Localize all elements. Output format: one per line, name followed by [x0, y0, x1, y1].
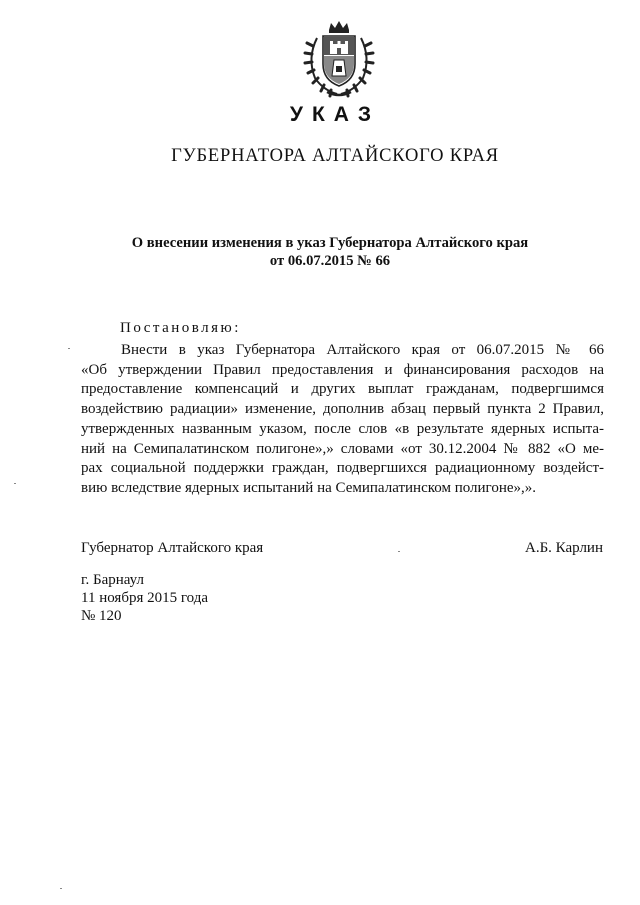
body-line: предоставление компенсаций и других выплат гражданам, подвергшимся — [81, 381, 604, 398]
scan-speck — [398, 551, 400, 552]
issuer-title: ГУБЕРНАТОРА АЛТАЙСКОГО КРАЯ — [171, 146, 499, 166]
body-line: Внести в указ Губернатора Алтайского края от 06.07.2015 № 66 — [121, 342, 604, 358]
subject-line: от 06.07.2015 № 66 — [269, 253, 391, 269]
document-number: № 120 — [81, 608, 122, 624]
signatory-name: А.Б. Карлин — [524, 540, 603, 556]
scan-speck — [68, 348, 70, 349]
body-line: утвержденных названным указом, после слов «в результате ядерных испыта- — [81, 420, 604, 437]
body-line: ний на Семипалатинском полигоне»,» словами «от 30.12.2004 № 882 «О ме- — [81, 440, 604, 457]
scan-speck — [14, 483, 16, 484]
decree-word: Постановляю: — [120, 320, 241, 336]
body-line: воздействию радиации» изменение, дополнив абзац первый пункта 2 Правил, — [81, 401, 604, 418]
body-line: рах социальной поддержки граждан, подвергшихся радиационному воздейст- — [81, 460, 604, 477]
decree-body — [81, 341, 604, 499]
document-date: 11 ноября 2015 года — [81, 590, 209, 606]
document-subject — [100, 234, 560, 270]
document-type-title: УКАЗ — [289, 103, 381, 126]
coat-of-arms-icon — [303, 20, 375, 98]
body-line: «Об утверждении Правил предоставления и финансирования расходов на — [81, 361, 604, 378]
body-line: вию вследствие ядерных испытаний на Семипалатинском полигоне»,». — [81, 479, 537, 496]
subject-line: О внесении изменения в указ Губернатора Алтайского края — [131, 235, 529, 251]
scan-speck — [60, 888, 62, 889]
document-place: г. Барнаул — [81, 572, 144, 588]
place-date-number — [81, 571, 208, 625]
signatory-position: Губернатор Алтайского края — [81, 540, 264, 556]
